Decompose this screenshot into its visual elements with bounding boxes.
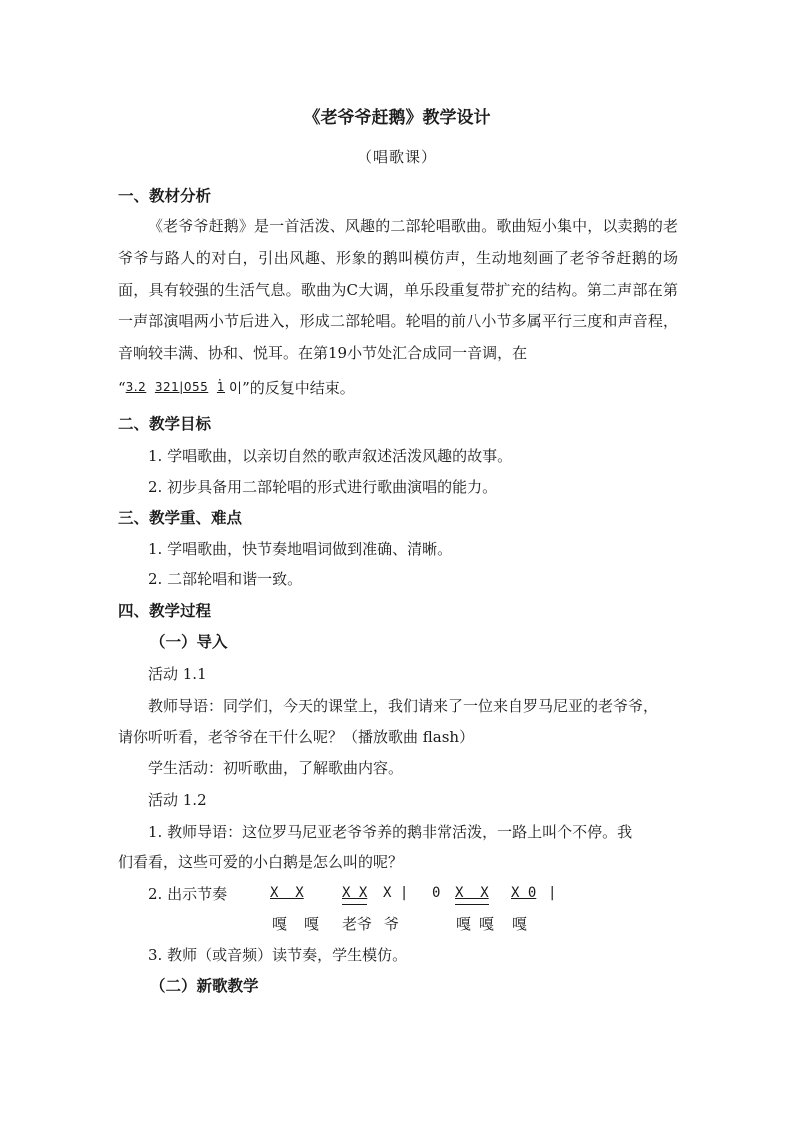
objective-item-2: 2. 初步具备用二部轮唱的形式进行歌曲演唱的能力。 (148, 478, 498, 496)
key-point-item-1: 1. 学唱歌曲，快节奏地唱词做到准确、清晰。 (148, 540, 453, 558)
rhythm-notes-2: X X (342, 883, 367, 905)
rhythm-notes-5: X X (455, 883, 489, 905)
rhythm-notes-1: X X (270, 885, 304, 901)
activity-1-1-label: 活动 1.1 (148, 665, 207, 683)
quote-open: “ (118, 379, 126, 397)
key-point-item-2: 2. 二部轮唱和谐一致。 (148, 570, 303, 588)
teacher-intro-line-1: 教师导语：同学们，今天的课堂上，我们请来了一位来自罗马尼亚的老爷爷， (148, 697, 659, 715)
lyric-7: 嘎 (512, 915, 528, 933)
jianpu-notation (126, 377, 242, 397)
rhythm-group-3 (383, 883, 408, 903)
materials-paragraph (118, 211, 678, 370)
objective-item-1: 1. 学唱歌曲，以亲切自然的歌声叙述活泼风趣的故事。 (148, 447, 513, 465)
rhythm-group-4 (432, 883, 440, 903)
notation-part-b: 321|055 (154, 380, 209, 394)
step-2-label: 2. 出示节奏 (148, 885, 228, 903)
materials-text: 《老爷爷赶鹅》是一首活泼、风趣的二部轮唱歌曲。歌曲短小集中，以卖鹅的老爷爷与路人的对白，引出风趣、形象的鹅叫模仿声，生动地刻画了老爷爷赶鹅的场面，具有较强的生活气息。歌曲为C大调，单乐段重复带扩充的结构。第二声部在第一声部演唱两小节后进入，形成二部轮唱。轮唱的前八小节多属平行三度和声音程，音响较丰满、协和、悦耳。在第19小节处汇合成同一音调，在 (118, 217, 678, 363)
notation-part-d: 0| (229, 380, 243, 394)
student-activity: 学生活动：初听歌曲，了解歌曲内容。 (148, 759, 404, 777)
rhythm-group-5 (455, 883, 489, 905)
rhythm-notes-4: 0 (432, 885, 441, 901)
rhythm-notes-6: X 0 (511, 885, 537, 901)
step-1-line-2: 们看看，这些可爱的小白鹅是怎么叫的呢？ (118, 853, 404, 871)
activity-1-2-label: 活动 1.2 (148, 791, 207, 809)
lyric-4: 爷 (384, 915, 400, 933)
document-title: 《老爷爷赶鹅》教学设计 (303, 108, 491, 128)
lyric-1: 嘎 (272, 915, 288, 933)
lyric-3: 老爷 (342, 915, 373, 933)
rhythm-group-2 (342, 883, 367, 905)
section-heading-key-points: 三、教学重、难点 (118, 508, 243, 527)
rhythm-group-1 (270, 883, 304, 903)
rhythm-notes-3: X | (383, 885, 409, 901)
rhythm-group-7 (548, 883, 556, 903)
lyric-6: 嘎 (479, 915, 495, 933)
rhythm-notes-7: | (548, 885, 557, 901)
step-1-line-1: 1. 教师导语：这位罗马尼亚老爷爷养的鹅非常活泼，一路上叫个不停。我 (148, 823, 633, 841)
notation-part-a: 3.2 (125, 380, 147, 394)
quote-close-text: ”的反复中结束。 (242, 379, 355, 397)
section-heading-materials: 一、教材分析 (118, 186, 212, 205)
step-3: 3. 教师（或音频）读节奏，学生模仿。 (148, 946, 408, 964)
subsection-intro: （一）导入 (150, 632, 228, 651)
lyric-5: 嘎 (456, 915, 472, 933)
teacher-intro-line-2: 请你听听看，老爷爷在干什么呢？（播放歌曲 flash） (118, 728, 475, 746)
lyric-2: 嘎 (304, 915, 320, 933)
section-heading-process: 四、教学过程 (118, 601, 212, 620)
rhythm-group-6 (511, 883, 536, 903)
notation-line (118, 378, 355, 399)
document-subtitle: （唱歌课） (356, 148, 437, 166)
section-heading-objectives: 二、教学目标 (118, 414, 212, 433)
notation-part-c: · 1 (217, 380, 225, 394)
subsection-new-song: （二）新歌教学 (150, 976, 259, 995)
